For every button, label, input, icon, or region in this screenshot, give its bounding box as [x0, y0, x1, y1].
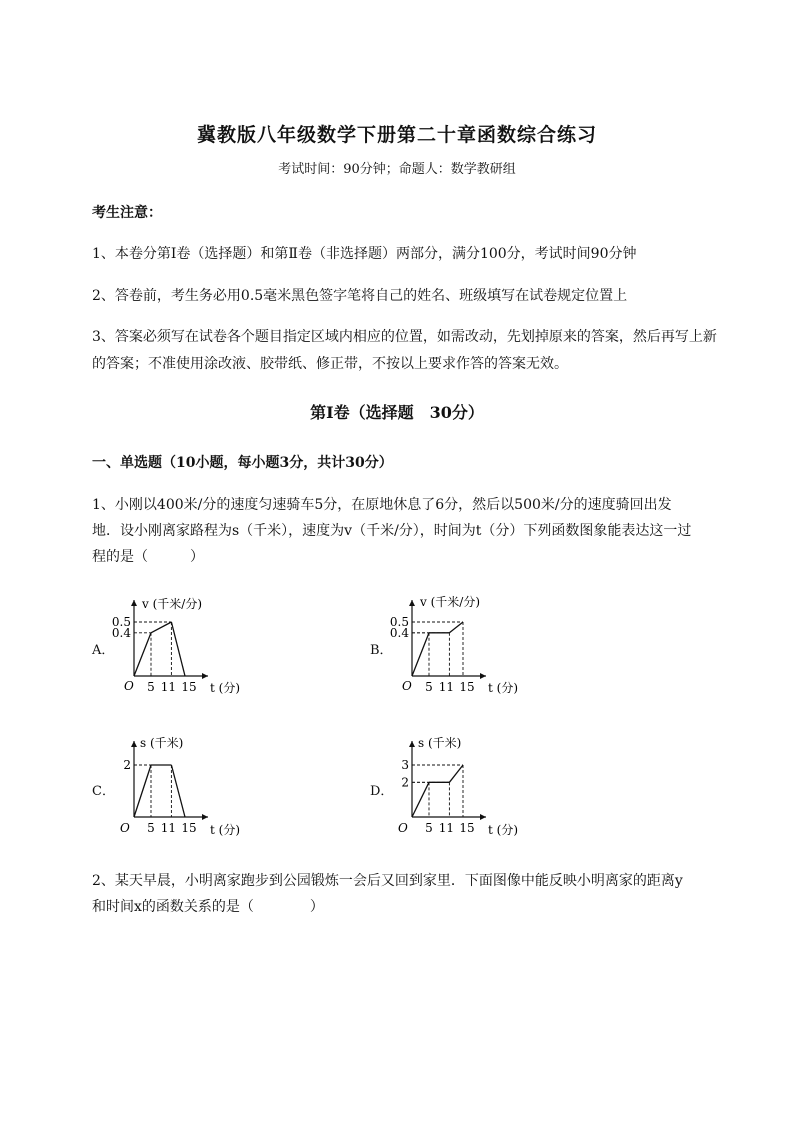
origin-label: O: [402, 679, 412, 693]
origin-label: O: [398, 821, 408, 835]
y-axis-label: s (千米): [140, 736, 184, 750]
x-axis-arrow: [202, 673, 208, 679]
y-tick-label: 3: [401, 758, 409, 772]
x-tick-label: 15: [181, 680, 197, 694]
y-axis-arrow: [409, 741, 415, 747]
x-tick-label: 5: [425, 821, 433, 835]
x-axis-arrow: [480, 673, 486, 679]
graph-segment: [449, 765, 463, 782]
y-axis-arrow: [131, 600, 137, 606]
x-axis-label: t (分): [488, 823, 519, 837]
y-axis-label: s (千米): [418, 736, 462, 750]
x-tick-label: 11: [438, 680, 455, 694]
x-axis-label: t (分): [210, 823, 241, 837]
graph-segment: [171, 622, 185, 676]
y-tick-label: 0.5: [111, 615, 131, 629]
x-tick-label: 5: [425, 680, 433, 694]
x-tick-label: 11: [438, 821, 455, 835]
question-1-line: 程的是（ ）: [92, 549, 204, 565]
option-a-label[interactable]: A．: [92, 643, 115, 658]
graph-segment: [412, 633, 429, 676]
x-tick-label: 11: [160, 821, 177, 835]
x-axis-arrow: [480, 814, 486, 820]
notice-item: 3、答案必须写在试卷各个题目指定区域内相应的位置，如需改动，先划掉原来的答案，然后再写上新: [92, 329, 717, 345]
graph-marks: [401, 741, 486, 835]
x-axis-label: t (分): [210, 681, 241, 695]
y-axis-label: v (千米/分): [142, 597, 203, 611]
graph-marks: [123, 741, 208, 835]
page-title: 冀教版八年级数学下册第二十章函数综合练习: [196, 124, 597, 146]
option-c-label[interactable]: C．: [92, 784, 115, 799]
graph-segment: [151, 622, 171, 633]
x-tick-label: 11: [160, 680, 177, 694]
question-1-line: 1、小刚以400米/分的速度匀速骑车5分，在原地休息了6分，然后以500米/分的速度骑回出发: [92, 497, 672, 513]
section-title: 第I卷（选择题 30分）: [310, 403, 484, 422]
origin-label: O: [120, 821, 130, 835]
graph-segment: [171, 765, 185, 817]
part-heading: 一、单选题（10小题，每小题3分，共计30分）: [92, 455, 393, 471]
notice-item-continued: 的答案；不准使用涂改液、胶带纸、修正带，不按以上要求作答的答案无效。: [92, 356, 568, 372]
notice-item: 1、本卷分第I卷（选择题）和第Ⅱ卷（非选择题）两部分，满分100分，考试时间90分钟: [92, 246, 637, 262]
y-tick-label: 2: [123, 758, 131, 772]
question-2-line: 和时间x的函数关系的是（ ）: [92, 899, 324, 915]
option-c-graph: [112, 733, 252, 843]
exam-info: 考试时间：90分钟；命题人：数学教研组: [278, 162, 516, 177]
x-tick-label: 5: [147, 821, 155, 835]
y-axis-label: v (千米/分): [420, 595, 481, 609]
x-tick-label: 15: [459, 821, 475, 835]
notice-heading: 考生注意：: [92, 205, 162, 221]
question-1-line: 地．设小刚离家路程为s（千米），速度为v（千米/分），时间为t（分）下列函数图象能表达这一过: [92, 523, 692, 539]
notice-item: 2、答卷前，考生务必用0.5毫米黑色签字笔将自己的姓名、班级填写在试卷规定位置上: [92, 288, 628, 304]
x-axis-label: t (分): [488, 681, 519, 695]
y-axis-arrow: [131, 741, 137, 747]
x-axis-arrow: [202, 814, 208, 820]
x-tick-label: 15: [181, 821, 197, 835]
graph-segment: [134, 765, 151, 817]
y-tick-label: 2: [401, 775, 409, 790]
y-tick-label: 0.5: [389, 615, 409, 629]
option-d-label[interactable]: D．: [370, 784, 394, 799]
option-a-graph: [112, 592, 252, 702]
x-tick-label: 5: [147, 680, 155, 694]
x-tick-label: 15: [459, 680, 475, 694]
graph-segment: [449, 622, 463, 633]
y-tick-label: 0.4: [111, 625, 131, 640]
graph-segment: [134, 633, 151, 676]
option-d-graph: [390, 733, 530, 843]
y-tick-label: 0.4: [389, 625, 409, 640]
y-axis-arrow: [409, 600, 415, 606]
origin-label: O: [124, 679, 134, 693]
option-b-graph: [390, 592, 530, 702]
graph-segment: [412, 782, 429, 817]
option-b-label[interactable]: B．: [370, 643, 393, 658]
question-2-line: 2、某天早晨，小明离家跑步到公园锻炼一会后又回到家里．下面图像中能反映小明离家的距离y: [92, 873, 683, 889]
